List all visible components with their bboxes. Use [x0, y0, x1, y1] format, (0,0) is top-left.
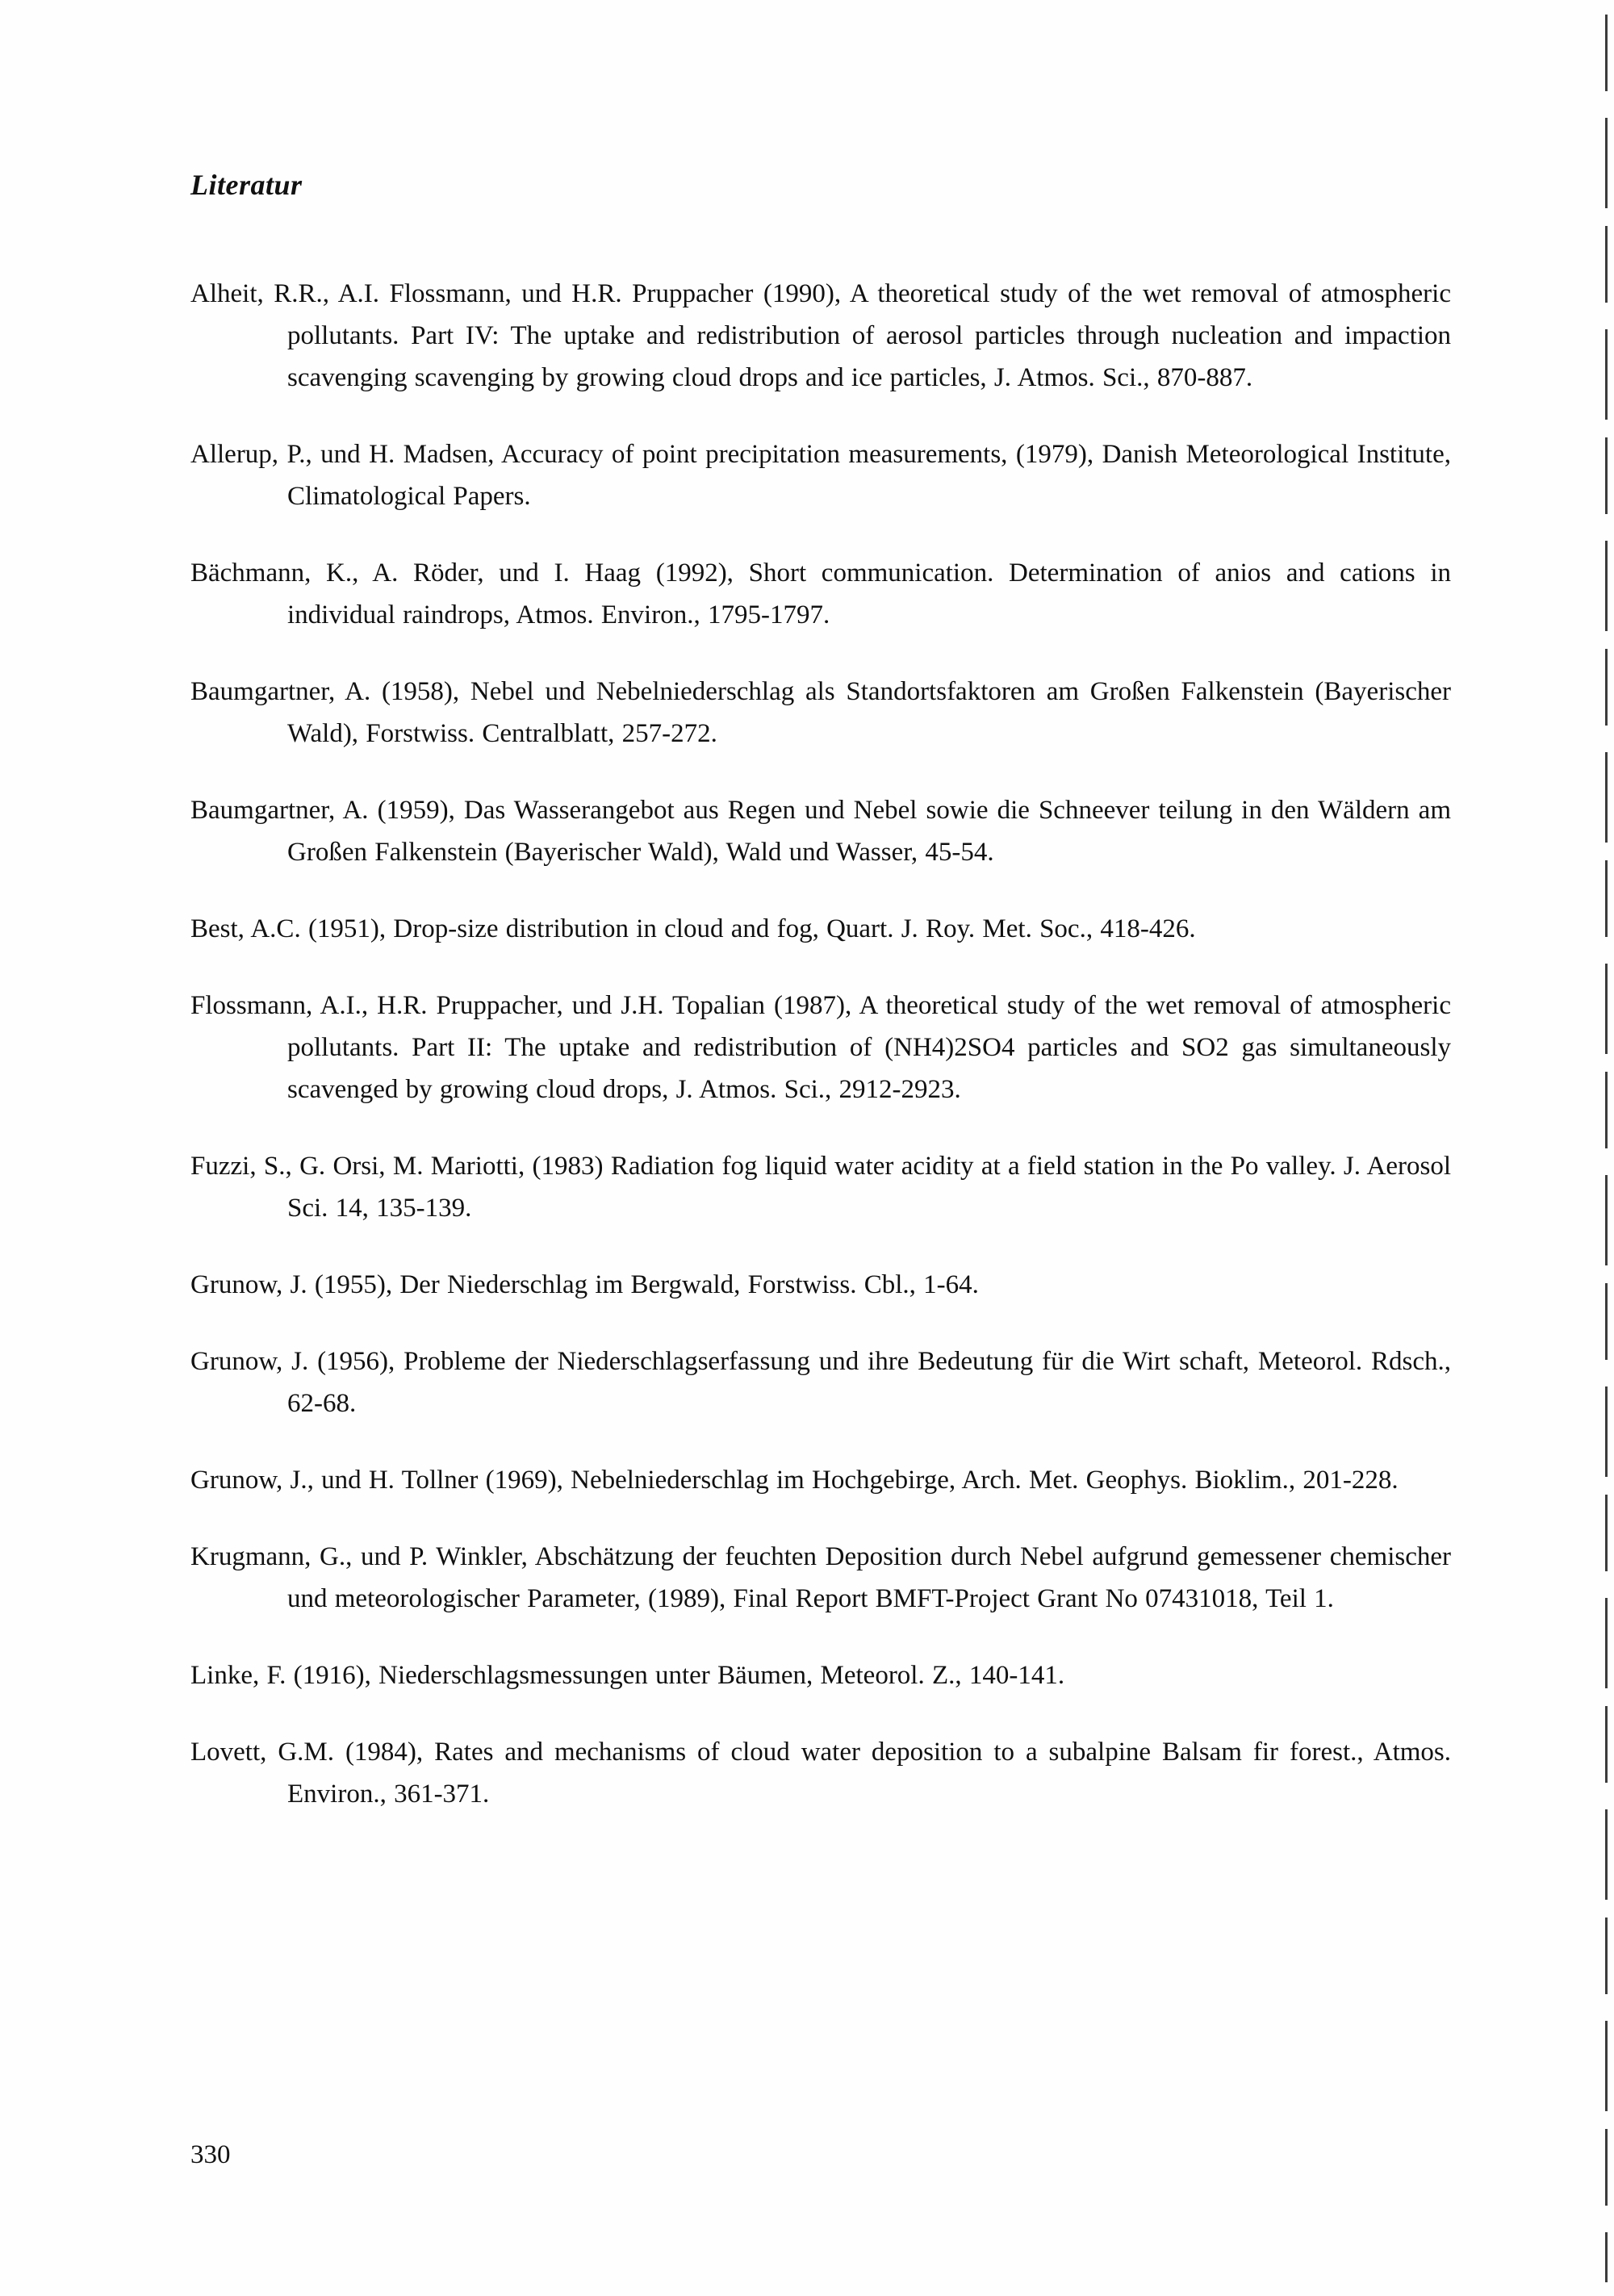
reference-entry: Lovett, G.M. (1984), Rates and mechanisms of cloud water deposition to a subalpine Balsam fir forest., Atmos. Environ., 361-371. [190, 1738, 1451, 1809]
reference-entry: Allerup, P., und H. Madsen, Accuracy of point precipitation measurements, (1979), Danish Meteorological Institute, Climatological Papers. [190, 440, 1451, 511]
reference-entry: Baumgartner, A. (1958), Nebel und Nebelniederschlag als Standortsfaktoren am Großen Falkenstein (Bayerischer Wald), Forstwiss. Centralblatt, 257-272. [190, 677, 1451, 748]
reference-entry: Bächmann, K., A. Röder, und I. Haag (1992), Short communication. Determination of anios and cations in individual raindrops, Atmos. Environ., 1795-1797. [190, 558, 1451, 629]
reference-entry: Grunow, J. (1956), Probleme der Niederschlagserfassung und ihre Bedeutung für die Wirt schaft, Meteorol. Rdsch., 62-68. [190, 1347, 1451, 1418]
reference-entry: Grunow, J. (1955), Der Niederschlag im Bergwald, Forstwiss. Cbl., 1-64. [190, 1270, 979, 1299]
section-title: Literatur [190, 169, 303, 201]
reference-entry: Best, A.C. (1951), Drop-size distribution in cloud and fog, Quart. J. Roy. Met. Soc., 418-426. [190, 914, 1196, 943]
page-number: 330 [190, 2140, 231, 2169]
reference-entry: Alheit, R.R., A.I. Flossmann, und H.R. Pruppacher (1990), A theoretical study of the wet removal of atmospheric pollutants. Part IV: The uptake and redistribution of aerosol particles through nucleation and impaction scavenging scavenging by growing cloud drops and ice particles, J. Atmos. Sci., 870-887. [190, 279, 1451, 392]
page-content [190, 168, 1451, 1850]
reference-entry: Linke, F. (1916), Niederschlagsmessungen unter Bäumen, Meteorol. Z., 140-141. [190, 1661, 1065, 1690]
reference-entry: Krugmann, G., und P. Winkler, Abschätzung der feuchten Deposition durch Nebel aufgrund gemessener chemischer und meteorologischer Parameter, (1989), Final Report BMFT-Project Grant No 07431018, Teil 1. [190, 1542, 1451, 1613]
reference-entry: Grunow, J., und H. Tollner (1969), Nebelniederschlag im Hochgebirge, Arch. Met. Geophys. Bioklim., 201-228. [190, 1466, 1399, 1495]
reference-entry: Flossmann, A.I., H.R. Pruppacher, und J.H. Topalian (1987), A theoretical study of the wet removal of atmospheric pollutants. Part II: The uptake and redistribution of (NH4)2SO4 particles and SO2 gas simultaneously scavenged by growing cloud drops, J. Atmos. Sci., 2912-2923. [190, 991, 1451, 1104]
reference-entry: Fuzzi, S., G. Orsi, M. Mariotti, (1983) Radiation fog liquid water acidity at a field station in the Po valley. J. Aerosol Sci. 14, 135-139. [190, 1152, 1451, 1223]
reference-list [190, 273, 1451, 1815]
reference-entry: Baumgartner, A. (1959), Das Wasserangebot aus Regen und Nebel sowie die Schneever teilung in den Wäldern am Großen Falkenstein (Bayerischer Wald), Wald und Wasser, 45-54. [190, 796, 1451, 867]
scan-edge-line [1605, 15, 1608, 2282]
